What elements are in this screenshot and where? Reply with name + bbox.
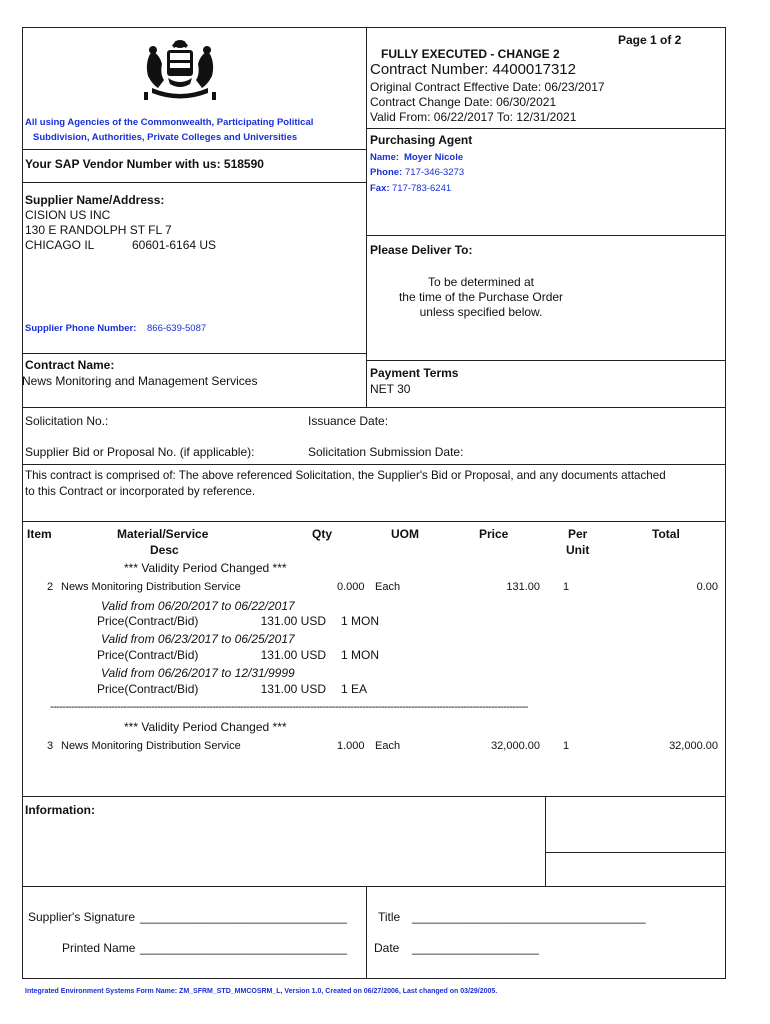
row2-desc: News Monitoring Distribution Service xyxy=(61,740,241,752)
rule xyxy=(545,796,546,886)
supplier-signature-label: Supplier's Signature xyxy=(28,910,136,924)
deliver-line-2: the time of the Purchase Order xyxy=(398,290,564,304)
rule xyxy=(22,886,726,887)
row1-qty: 0.000 xyxy=(337,581,365,593)
date-label: Date xyxy=(374,941,400,955)
contract-name: News Monitoring and Management Services xyxy=(22,374,258,388)
row1-item: 2 xyxy=(47,581,54,593)
period-2-valid: Valid from 06/23/2017 to 06/25/2017 xyxy=(101,632,295,646)
submission-date: Solicitation Submission Date: xyxy=(308,445,464,459)
change-date: Contract Change Date: 06/30/2021 xyxy=(370,95,557,109)
rule xyxy=(366,886,367,978)
col-material: Material/Service xyxy=(117,527,209,541)
period-2-label: Price(Contract/Bid) xyxy=(97,648,199,662)
outer-border-top xyxy=(22,27,726,28)
row-separator: ------------------------------------------------------------------------------------------------------------------------------------------------------------ xyxy=(50,701,528,713)
contract-status: FULLY EXECUTED - CHANGE 2 xyxy=(381,47,560,61)
row2-item: 3 xyxy=(47,740,54,752)
period-2-per: 1 MON xyxy=(341,648,380,662)
period-3-per: 1 EA xyxy=(341,682,368,696)
rule xyxy=(545,852,726,853)
period-3-label: Price(Contract/Bid) xyxy=(97,682,199,696)
col-per: Per xyxy=(568,527,588,541)
row2-per: 1 xyxy=(563,740,570,752)
rule xyxy=(22,353,367,354)
agent-name: Moyer Nicole xyxy=(404,152,464,163)
page-number: Page 1 of 2 xyxy=(618,33,682,47)
supplier-address: 130 E RANDOLPH ST FL 7 xyxy=(25,223,172,237)
rule xyxy=(22,407,726,408)
row1-desc: News Monitoring Distribution Service xyxy=(61,581,241,593)
col-uom: UOM xyxy=(391,527,419,541)
agent-phone-label: Phone: xyxy=(370,167,403,178)
solicitation-number: Solicitation No.: xyxy=(25,414,109,428)
period-1-valid: Valid from 06/20/2017 to 06/22/2017 xyxy=(101,599,295,613)
period-3-valid: Valid from 06/26/2017 to 12/31/9999 xyxy=(101,666,295,680)
effective-date: Original Contract Effective Date: 06/23/2017 xyxy=(370,80,605,94)
row2-total: 32,000.00 xyxy=(669,740,718,752)
title-line[interactable]: ___________________________________ xyxy=(412,910,646,924)
payment-terms-label: Payment Terms xyxy=(370,366,459,380)
deliver-line-3: unless specified below. xyxy=(419,305,543,319)
period-3-amount: 131.00 USD xyxy=(260,682,326,696)
col-desc: Desc xyxy=(150,543,179,557)
outer-border-left xyxy=(22,27,23,979)
period-1-per: 1 MON xyxy=(341,614,380,628)
agent-fax: 717-783-6241 xyxy=(392,183,452,194)
supplier-zip: 60601-6164 US xyxy=(132,238,217,252)
issuance-date: Issuance Date: xyxy=(308,414,389,428)
information-label: Information: xyxy=(25,803,95,817)
bid-number: Supplier Bid or Proposal No. (if applicable): xyxy=(25,445,255,459)
supplier-signature-line[interactable]: _______________________________ xyxy=(140,910,347,924)
row1-total: 0.00 xyxy=(696,581,718,593)
col-qty: Qty xyxy=(312,527,333,541)
rule xyxy=(22,182,367,183)
rule xyxy=(22,521,726,522)
comprised-line-1: This contract is comprised of: The above referenced Solicitation, the Supplier's Bid or Proposal, and any documents attached xyxy=(25,469,666,482)
row1-per: 1 xyxy=(563,581,570,593)
outer-border-bottom xyxy=(22,978,726,979)
col-item: Item xyxy=(27,527,52,541)
row1-uom: Each xyxy=(375,581,401,593)
agent-phone: 717-346-3273 xyxy=(405,167,465,178)
supplier-city: CHICAGO IL xyxy=(25,238,95,252)
contract-number: Contract Number: 4400017312 xyxy=(370,61,576,78)
agencies-line-1: All using Agencies of the Commonwealth, Participating Political xyxy=(25,117,314,128)
rule xyxy=(366,360,726,361)
form-footer: Integrated Environment Systems Form Name: ZM_SFRM_STD_MMCOSRM_L, Version 1.0, Created on 06/27/2006, Last changed on 03/29/2005. xyxy=(25,988,498,995)
col-total: Total xyxy=(652,527,680,541)
agent-name-label: Name: xyxy=(370,152,400,163)
supplier-label: Supplier Name/Address: xyxy=(25,193,165,207)
header-divider xyxy=(366,27,367,408)
row1-price: 131.00 xyxy=(506,581,540,593)
period-2-amount: 131.00 USD xyxy=(260,648,326,662)
row2-price: 32,000.00 xyxy=(491,740,540,752)
row2-qty: 1.000 xyxy=(337,740,365,752)
agencies-line-2: Subdivision, Authorities, Private Colleges and Universities xyxy=(33,132,298,143)
agent-fax-label: Fax: xyxy=(370,183,390,194)
period-1-label: Price(Contract/Bid) xyxy=(97,614,199,628)
printed-name-label: Printed Name xyxy=(62,941,136,955)
validity-note-2: *** Validity Period Changed *** xyxy=(124,720,287,734)
sap-vendor-number: Your SAP Vendor Number with us: 518590 xyxy=(25,157,264,171)
supplier-phone-label: Supplier Phone Number: xyxy=(25,323,137,334)
commonwealth-seal-icon xyxy=(138,36,222,102)
col-unit: Unit xyxy=(566,543,590,557)
contract-name-label: Contract Name: xyxy=(25,358,115,372)
payment-terms: NET 30 xyxy=(370,382,411,396)
deliver-to-title: Please Deliver To: xyxy=(370,243,473,257)
row2-uom: Each xyxy=(375,740,401,752)
rule xyxy=(22,149,367,150)
col-price: Price xyxy=(479,527,509,541)
deliver-line-1: To be determined at xyxy=(427,275,535,289)
outer-border-right xyxy=(725,27,726,979)
rule xyxy=(366,235,726,236)
printed-name-line[interactable]: _______________________________ xyxy=(140,941,347,955)
supplier-phone: 866-639-5087 xyxy=(147,323,207,334)
supplier-name: CISION US INC xyxy=(25,208,111,222)
rule xyxy=(22,464,726,465)
title-label: Title xyxy=(378,910,401,924)
rule xyxy=(366,128,726,129)
valid-period: Valid From: 06/22/2017 To: 12/31/2021 xyxy=(370,110,577,124)
rule xyxy=(22,796,726,797)
validity-note: *** Validity Period Changed *** xyxy=(124,561,287,575)
comprised-line-2: to this Contract or incorporated by reference. xyxy=(25,485,256,498)
date-line[interactable]: ___________________ xyxy=(412,941,539,955)
period-1-amount: 131.00 USD xyxy=(260,614,326,628)
purchasing-agent-title: Purchasing Agent xyxy=(370,133,473,147)
